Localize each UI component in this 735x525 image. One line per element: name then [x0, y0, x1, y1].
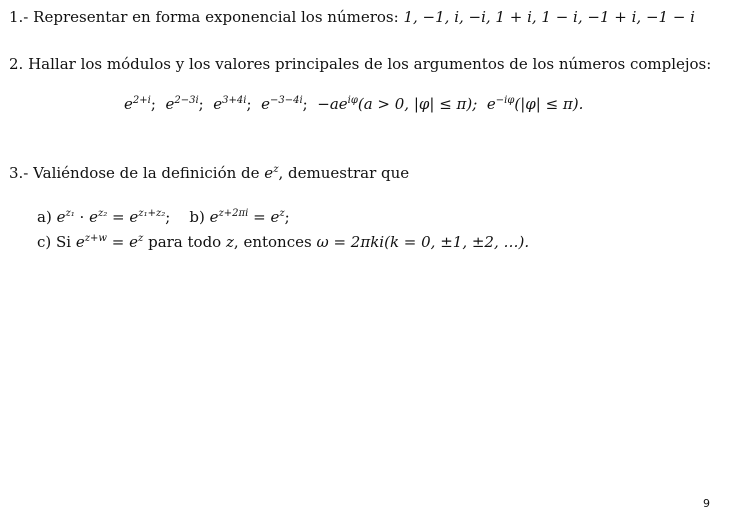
- formula-6-base: e: [486, 95, 496, 113]
- formula-4-base: e: [261, 95, 270, 113]
- formula-3-base: e: [213, 95, 223, 113]
- problem-2-number: 2.: [9, 55, 24, 73]
- formula-3-exp: 3+4i: [222, 95, 247, 106]
- part-a-lhs2-base: e: [89, 208, 98, 226]
- problem-3-part-c: [37, 233, 529, 251]
- formula-5-condition: (a > 0, |φ| ≤ π);: [357, 95, 478, 113]
- part-a-rhs-base: e: [129, 208, 139, 226]
- part-b-sep: ;: [284, 208, 290, 226]
- problem-3-parts-a-b: [37, 208, 290, 226]
- problem-3-text: Valiéndose de la definición de: [33, 164, 260, 182]
- formula-6-exp: −iφ: [495, 95, 515, 106]
- part-a-lhs1-base: e: [56, 208, 66, 226]
- problem-1-text: Representar en forma exponencial los números:: [33, 8, 399, 26]
- formula-2-base: e: [165, 95, 175, 113]
- problem-2-formula: [124, 95, 583, 113]
- part-b-rhs-exp: z: [279, 208, 285, 219]
- part-a-lhs2-exp: z₂: [97, 208, 108, 219]
- part-b-equals: =: [253, 208, 266, 226]
- formula-4-exp: −3−4i: [269, 95, 303, 106]
- problem-3-def-base: e: [264, 164, 274, 182]
- part-a-sep: ;: [165, 208, 171, 226]
- problem-3-def-exp: z: [273, 164, 279, 175]
- part-c-lhs-exp: z+w: [84, 233, 107, 244]
- part-b-lhs-base: e: [209, 208, 219, 226]
- page-number: 9: [703, 497, 710, 510]
- part-c-rhs-base: e: [129, 233, 139, 251]
- part-c-variable: z: [226, 233, 234, 251]
- part-b-lhs-exp: z+2πi: [218, 208, 249, 219]
- formula-sep: ;: [246, 95, 252, 113]
- part-a-rhs-exp: z₁+z₂: [138, 208, 166, 219]
- problem-3-text-end: , demuestrar que: [278, 164, 410, 182]
- part-c-label: c) Si: [37, 233, 72, 251]
- formula-5-exp: iφ: [347, 95, 358, 106]
- formula-6-condition: (|φ| ≤ π).: [514, 95, 584, 113]
- part-b-rhs-base: e: [270, 208, 280, 226]
- part-c-mid-text: para todo: [148, 233, 222, 251]
- problem-3: [9, 164, 409, 182]
- problem-1-numbers: 1, −1, i, −i, 1 + i, 1 − i, −1 + i, −1 − i: [403, 8, 695, 26]
- formula-2-exp: 2−3i: [174, 95, 199, 106]
- problem-1-number: 1.-: [9, 8, 29, 26]
- part-c-equals: =: [111, 233, 125, 251]
- part-c-then: , entonces: [233, 233, 312, 251]
- formula-sep: ;: [302, 95, 308, 113]
- part-a-label: a): [37, 208, 52, 226]
- formula-sep: ;: [198, 95, 204, 113]
- formula-1-exp: 2+i: [132, 95, 151, 106]
- part-a-dot: ·: [79, 208, 85, 226]
- problem-2-text: Hallar los módulos y los valores principales de los argumentos de los números complejos:: [28, 55, 712, 73]
- part-b-label: b): [189, 208, 205, 226]
- formula-5-base: −ae: [317, 95, 348, 113]
- problem-2: [9, 55, 711, 73]
- formula-sep: ;: [150, 95, 156, 113]
- formula-1-base: e: [124, 95, 133, 113]
- problem-3-number: 3.-: [9, 164, 29, 182]
- part-c-lhs-base: e: [75, 233, 85, 251]
- part-a-equals: =: [112, 208, 125, 226]
- part-a-lhs1-exp: z₁: [65, 208, 75, 219]
- part-c-rhs-exp: z: [138, 233, 144, 244]
- part-c-result: ω = 2πki(k = 0, ±1, ±2, …).: [316, 233, 530, 251]
- problem-1: [9, 8, 695, 26]
